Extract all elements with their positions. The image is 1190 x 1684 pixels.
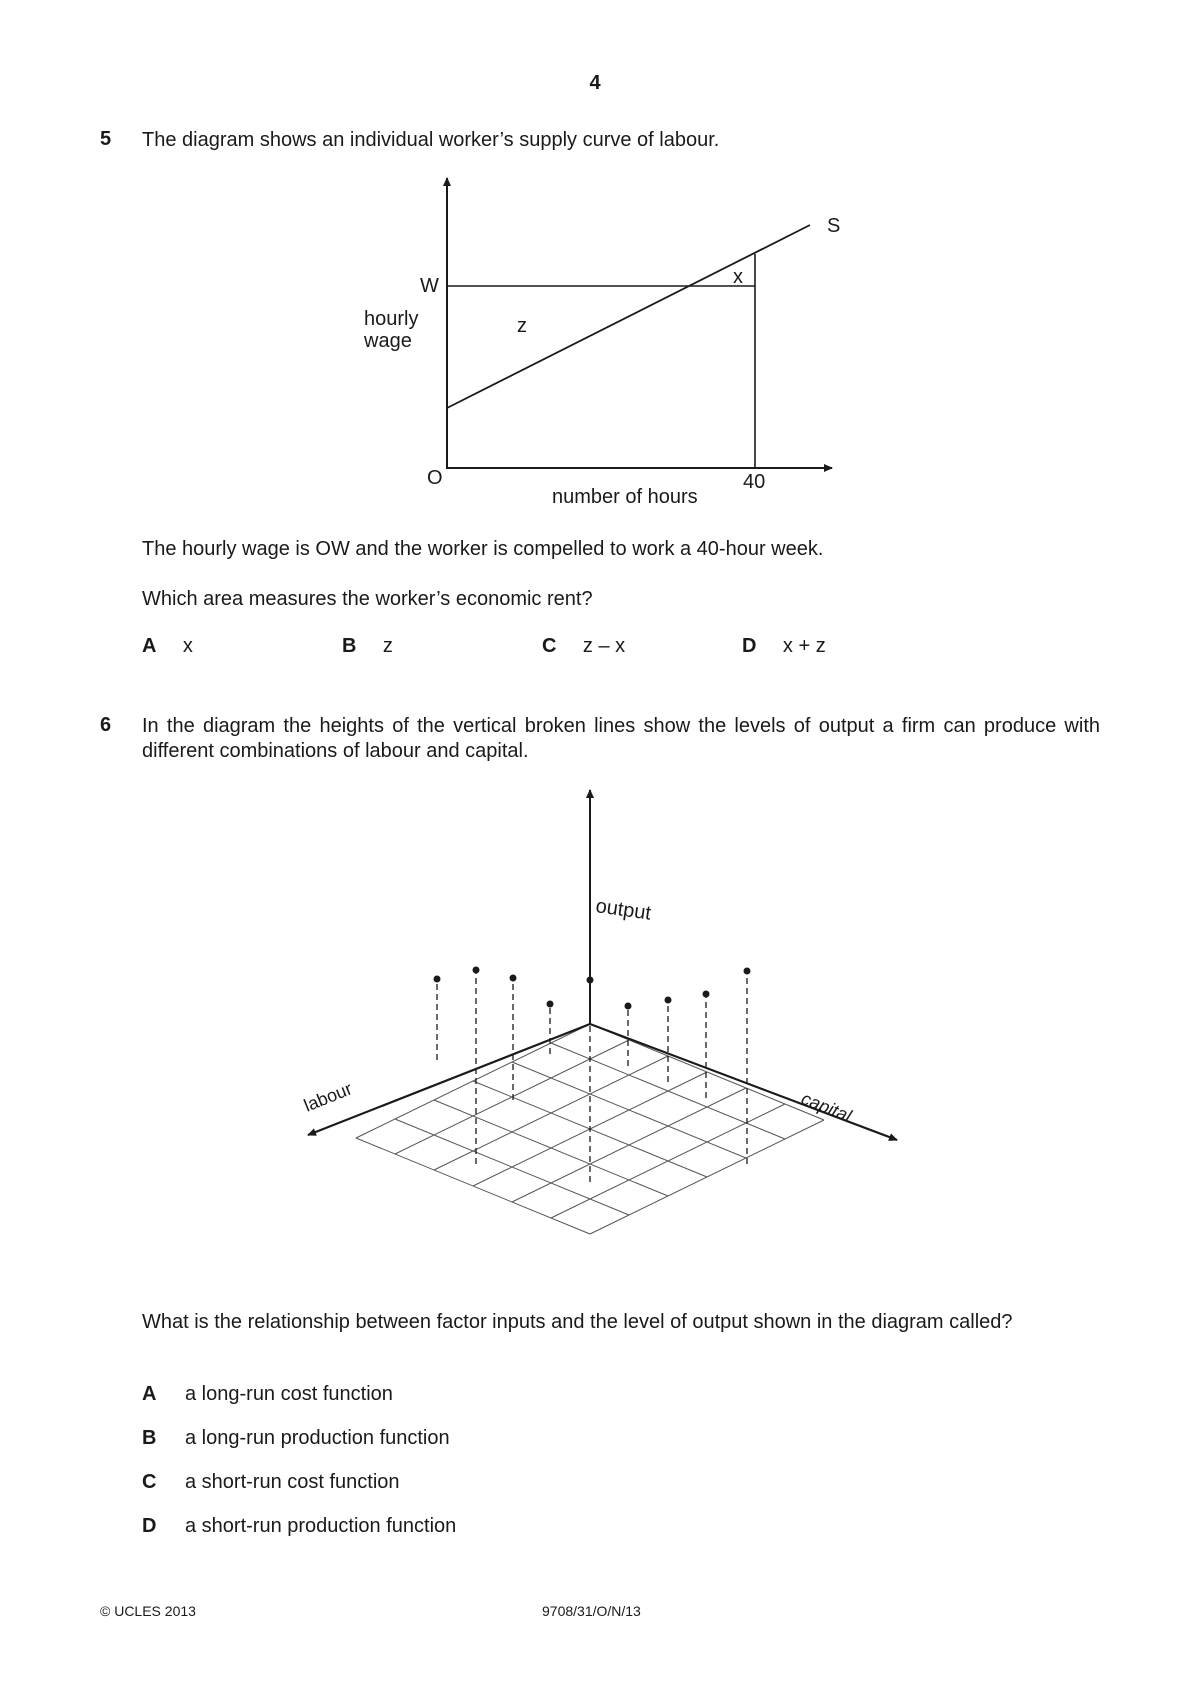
grid-line — [551, 1104, 785, 1218]
q6-option-b-text: a long-run production function — [185, 1427, 450, 1449]
grid-line — [434, 1056, 668, 1170]
question-5-intro: The diagram shows an individual worker’s supply curve of labour. — [142, 129, 720, 151]
q6-option-d-text: a short-run production function — [185, 1515, 457, 1537]
output-point — [434, 976, 441, 983]
q6-option-a[interactable] — [142, 1383, 393, 1406]
grid-line — [512, 1088, 746, 1202]
grid-line — [395, 1040, 629, 1154]
wage-w-label: W — [420, 275, 439, 297]
output-point — [665, 997, 672, 1004]
q6-option-a-text: a long-run cost function — [185, 1383, 393, 1405]
q6-option-a-letter: A — [142, 1383, 157, 1405]
output-point — [744, 968, 751, 975]
q6-option-d-letter: D — [142, 1515, 157, 1537]
q6-option-c[interactable] — [142, 1471, 400, 1494]
question-6-intro: In the diagram the heights of the vertical broken lines show the levels of output a firm can produce with different combinations of labour and capital. — [142, 715, 1100, 762]
grid-line — [356, 1024, 590, 1138]
capital-axis — [590, 1024, 897, 1140]
page-number: 4 — [589, 72, 601, 94]
question-6-number: 6 — [100, 714, 112, 736]
footer-paper-code: 9708/31/O/N/13 — [542, 1603, 641, 1619]
output-axis-label: output — [594, 895, 653, 925]
output-point — [510, 975, 517, 982]
question-6-question: What is the relationship between factor inputs and the level of output shown in the diagram called? — [142, 1311, 1013, 1333]
x-tick-40-label: 40 — [743, 471, 766, 493]
q5-option-c-letter: C — [542, 635, 557, 657]
footer-copyright: © UCLES 2013 — [100, 1603, 196, 1619]
q5-option-b-text: z — [382, 635, 393, 657]
q5-option-d-letter: D — [742, 635, 757, 657]
supply-curve-label: S — [827, 215, 841, 237]
q5-option-c-text: z – x — [582, 635, 626, 657]
y-axis-label-line2: wage — [364, 330, 412, 352]
output-point — [625, 1003, 632, 1010]
q5-option-a-letter: A — [142, 635, 157, 657]
q5-option-b-letter: B — [342, 635, 357, 657]
q5-option-d-text: x + z — [782, 635, 826, 657]
output-point — [547, 1001, 554, 1008]
q6-option-c-text: a short-run cost function — [185, 1471, 400, 1493]
grid-line — [590, 1120, 824, 1234]
output-point — [703, 991, 710, 998]
area-x-label: x — [733, 266, 743, 288]
capital-axis-label: capital — [798, 1088, 855, 1127]
labour-axis-label: labour — [301, 1078, 355, 1116]
area-z-label: z — [517, 315, 527, 337]
q5-option-a-text: x — [182, 635, 193, 657]
q6-option-b[interactable] — [142, 1427, 450, 1450]
x-axis-label: number of hours — [552, 486, 698, 508]
question-5-number: 5 — [100, 128, 112, 150]
q6-option-b-letter: B — [142, 1427, 157, 1449]
question-5-statement: The hourly wage is OW and the worker is compelled to work a 40-hour week. — [142, 538, 824, 560]
output-point — [473, 967, 480, 974]
origin-label: O — [427, 467, 443, 489]
y-axis-label-line1: hourly — [364, 308, 419, 330]
q6-option-c-letter: C — [142, 1471, 157, 1493]
q6-option-d[interactable] — [142, 1515, 456, 1538]
question-5-question: Which area measures the worker’s economic rent? — [142, 588, 593, 610]
